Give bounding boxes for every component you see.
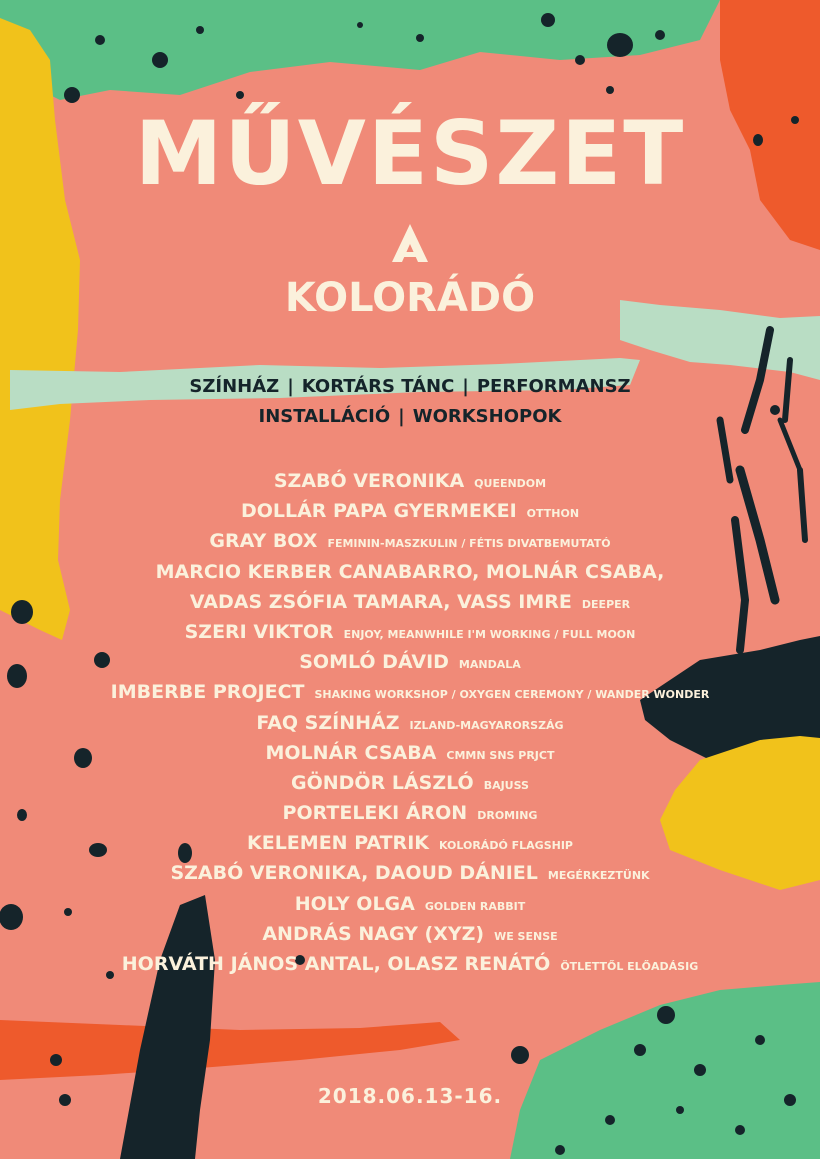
lineup-row: [0, 470, 820, 500]
artist-name: SZERI VIKTOR: [184, 620, 334, 643]
lineup-row: [0, 591, 820, 621]
lineup-row: [0, 832, 820, 862]
artist-name: GRAY BOX: [209, 530, 318, 553]
lineup-row: [0, 953, 820, 983]
lineup-row: [0, 621, 820, 651]
lineup-row: [0, 742, 820, 772]
artist-name: MOLNÁR CSABA: [265, 741, 437, 764]
artist-name: HORVÁTH JÁNOS ANTAL, OLASZ RENÁTÓ: [121, 953, 551, 975]
work-title: GOLDEN RABBIT: [424, 899, 526, 913]
work-title: BAJUSS: [483, 778, 529, 792]
work-title: SHAKING WORKSHOP / OXYGEN CEREMONY / WANDER WONDER: [314, 688, 710, 702]
work-title: KOLORÁDÓ FLAGSHIP: [438, 839, 573, 853]
genre-item: PERFORMANSZ: [476, 376, 631, 397]
genre-line-1: [0, 372, 820, 402]
work-title: OTTHON: [526, 507, 580, 521]
artist-name: DOLLÁR PAPA GYERMEKEI: [240, 500, 517, 523]
work-title: DEEPER: [581, 597, 631, 611]
lineup-row: [0, 651, 820, 681]
lineup-row: [0, 772, 820, 802]
work-title: MEGÉRKEZTÜNK: [547, 869, 650, 883]
genre-separator: |: [398, 406, 405, 427]
lineup-row: [0, 530, 820, 560]
lineup-row: [0, 681, 820, 711]
artist-name: SZABÓ VERONIKA, DAOUD DÁNIEL: [170, 862, 538, 885]
artist-name: SZABÓ VERONIKA: [273, 470, 465, 492]
genre-separator: |: [462, 376, 469, 397]
genre-item: SZÍNHÁZ: [189, 376, 280, 397]
genre-separator: |: [287, 376, 294, 397]
artist-name: KELEMEN PATRIK: [247, 832, 429, 855]
work-title: FEMININ-MASZKULIN / FÉTIS DIVATBEMUTATÓ: [327, 537, 611, 551]
artist-name: SOMLÓ DÁVID: [299, 651, 449, 674]
genre-list: [0, 372, 820, 432]
artist-name: VADAS ZSÓFIA TAMARA, VASS IMRE: [189, 590, 572, 613]
poster-title: MŰVÉSZET: [134, 102, 686, 205]
lineup-row: [0, 862, 820, 892]
genre-item: WORKSHOPOK: [412, 406, 562, 427]
work-title: ENJOY, MEANWHILE I'M WORKING / FULL MOON: [343, 627, 636, 641]
lineup-list: [0, 470, 820, 983]
lineup-row: [0, 712, 820, 742]
artist-name: FAQ SZÍNHÁZ: [256, 711, 400, 734]
work-title: ÖTLETTŐL ELŐADÁSIG: [560, 960, 699, 973]
work-title: IZLAND-MAGYARORSZÁG: [409, 718, 564, 732]
work-title: QUEENDOM: [474, 477, 547, 490]
artist-name: ANDRÁS NAGY (XYZ): [262, 922, 485, 945]
genre-item: KORTÁRS TÁNC: [301, 376, 455, 397]
lineup-row: [0, 802, 820, 832]
lineup-row: [0, 500, 820, 530]
orange-band-bottom: [0, 1020, 460, 1080]
work-title: MANDALA: [458, 658, 521, 672]
work-title: CMMN SNS PRJCT: [446, 748, 555, 762]
kolorado-triangle-logo-icon: [390, 222, 430, 266]
lineup-row: [0, 561, 820, 591]
artist-name: IMBERBE PROJECT: [110, 681, 305, 704]
artist-name: GÖNDÖR LÁSZLÓ: [291, 771, 474, 794]
artist-name: PORTELEKI ÁRON: [282, 802, 468, 825]
artist-name: MARCIO KERBER CANABARRO, MOLNÁR CSABA,: [155, 560, 665, 583]
poster-subtitle: KOLORÁDÓ: [284, 275, 536, 321]
genre-line-2: [0, 402, 820, 432]
lineup-row: [0, 893, 820, 923]
work-title: WE SENSE: [494, 929, 558, 943]
lineup-row: [0, 923, 820, 953]
work-title: DROMING: [477, 809, 538, 823]
genre-item: INSTALLÁCIÓ: [258, 406, 391, 427]
event-date: 2018.06.13-16.: [317, 1084, 503, 1108]
artist-name: HOLY OLGA: [294, 892, 415, 915]
